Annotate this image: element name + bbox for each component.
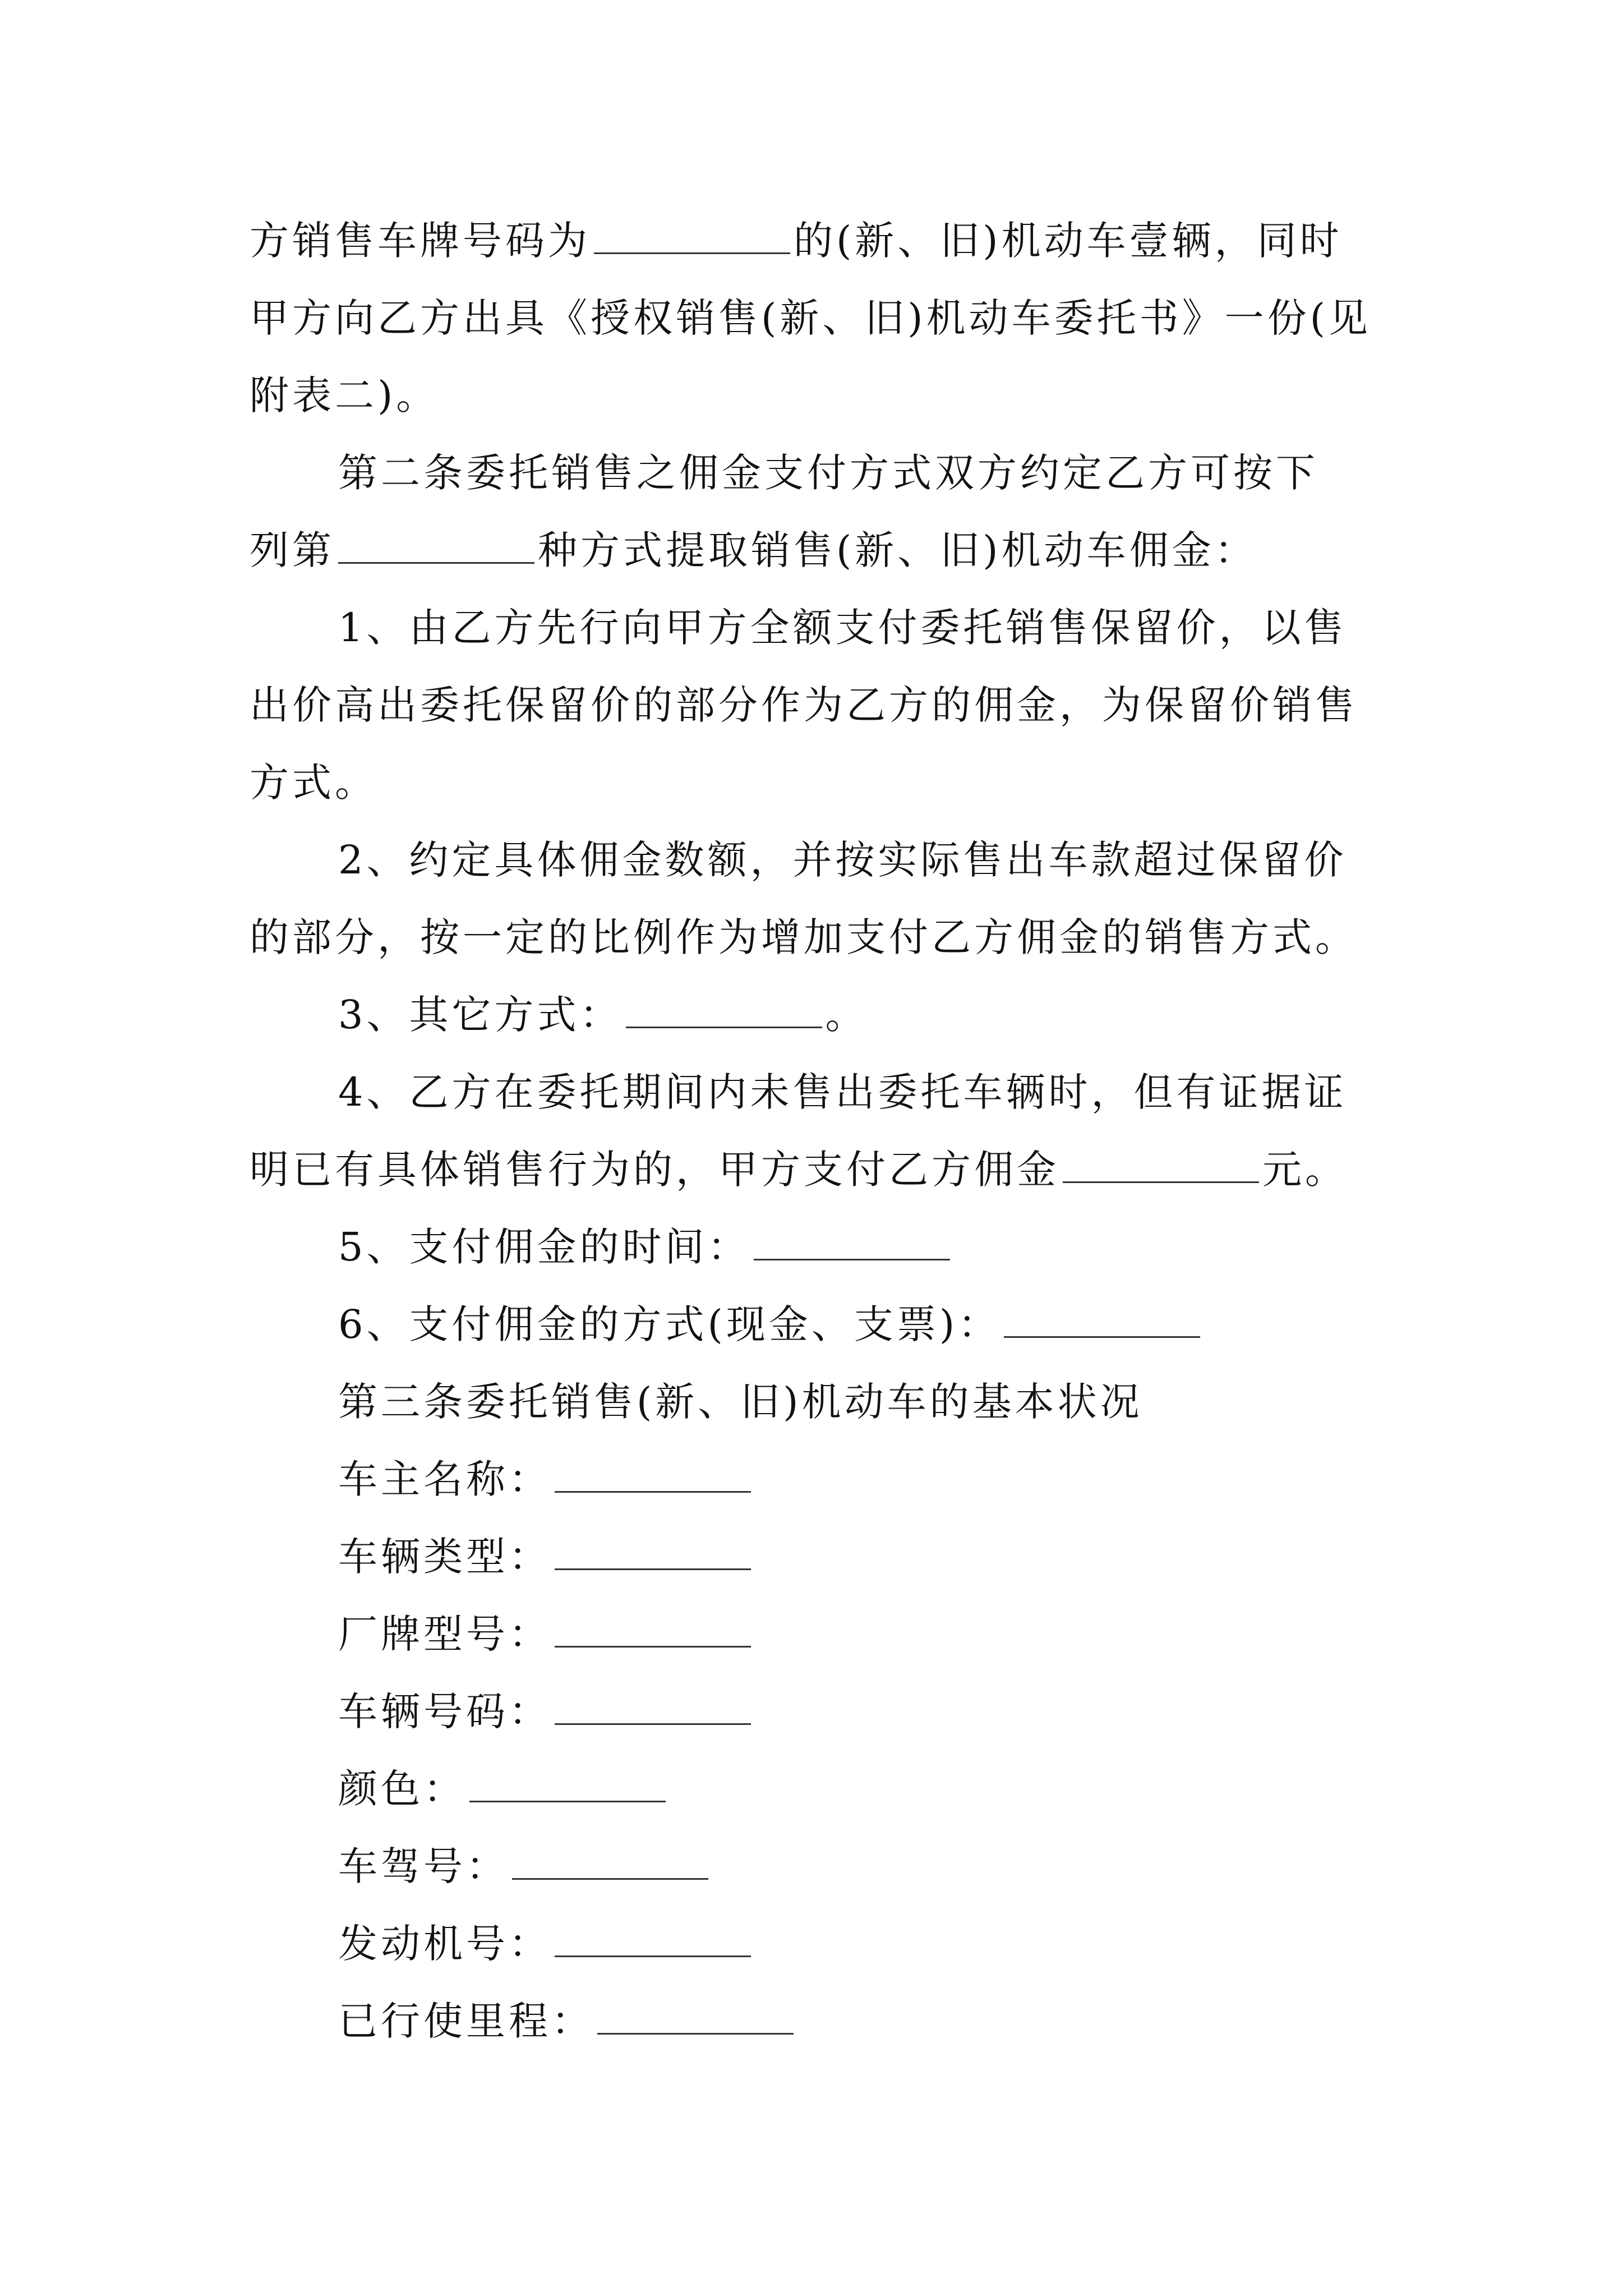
text-segment: 方销售车牌号码为 [250,218,591,264]
field-blank [469,1761,666,1802]
item-2 [250,821,1394,899]
field-blank [555,1684,751,1725]
document-body [250,202,1394,2060]
field-label: 车主名称： [338,1456,551,1502]
method-number-blank [338,523,534,564]
text-segment: 元。 [1262,1147,1348,1193]
paragraph-line [250,666,1394,744]
field-blank [555,1607,751,1648]
field-label: 车驾号： [338,1843,509,1889]
item-3 [250,976,1394,1053]
text-segment: 2、约定具体佣金数额，并按实际售出车款超过保留价 [338,837,1347,883]
field-color [250,1750,1394,1828]
text-segment: 第三条委托销售(新、旧)机动车的基本状况 [338,1379,1143,1425]
item-1 [250,589,1394,666]
paragraph-line [250,279,1394,357]
text-segment: 第二条委托销售之佣金支付方式双方约定乙方可按下 [338,450,1318,496]
field-blank [597,1994,794,2035]
field-brand-model [250,1595,1394,1673]
plate-number-blank [594,213,790,254]
field-engine-number [250,1905,1394,1982]
text-segment: 出价高出委托保留价的部分作为乙方的佣金，为保留价销售 [250,682,1358,728]
field-vin [250,1828,1394,1905]
text-segment: 列第 [250,527,335,573]
field-label: 厂牌型号： [338,1611,551,1657]
text-segment: 6、支付佣金的方式(现金、支票)： [338,1301,1001,1347]
paragraph-line [250,744,1394,821]
text-segment: 4、乙方在委托期间内未售出委托车辆时，但有证据证 [338,1069,1347,1115]
article-2-heading [250,434,1394,512]
paragraph-line [250,899,1394,976]
field-mileage [250,1982,1394,2060]
text-segment: 方式。 [250,760,377,806]
field-blank [512,1839,708,1880]
field-label: 颜色： [338,1766,466,1812]
article-3-heading [250,1363,1394,1441]
field-blank [555,1916,751,1957]
item-5 [250,1208,1394,1286]
text-segment: 1、由乙方先行向甲方全额支付委托销售保留价，以售 [338,605,1347,651]
text-segment: 甲方向乙方出具《授权销售(新、旧)机动车委托书》一份(见 [250,295,1371,341]
payment-method-blank [1004,1297,1200,1338]
field-blank [555,1529,751,1570]
field-vehicle-type [250,1518,1394,1595]
field-blank [555,1452,751,1493]
field-vehicle-number [250,1673,1394,1750]
text-segment: 种方式提取销售(新、旧)机动车佣金： [538,527,1257,573]
field-label: 已行使里程： [338,1998,594,2044]
field-label: 车辆类型： [338,1534,551,1580]
text-segment: 附表二)。 [250,372,439,418]
field-label: 车辆号码： [338,1688,551,1734]
item-6 [250,1286,1394,1363]
paragraph-line [250,202,1394,279]
text-segment: 5、支付佣金的时间： [338,1224,750,1270]
paragraph-line [250,1131,1394,1208]
payment-time-blank [754,1220,950,1260]
text-segment: 的(新、旧)机动车壹辆，同时 [794,218,1343,264]
field-label: 发动机号： [338,1921,551,1967]
paragraph-line [250,512,1394,589]
field-owner-name [250,1441,1394,1518]
text-segment: 3、其它方式： [338,992,623,1038]
text-segment: 。 [825,992,868,1038]
text-segment: 的部分，按一定的比例作为增加支付乙方佣金的销售方式。 [250,914,1358,960]
paragraph-line [250,357,1394,434]
item-4 [250,1053,1394,1131]
text-segment: 明已有具体销售行为的，甲方支付乙方佣金 [250,1147,1059,1193]
other-method-blank [626,987,822,1028]
commission-amount-blank [1063,1142,1259,1183]
